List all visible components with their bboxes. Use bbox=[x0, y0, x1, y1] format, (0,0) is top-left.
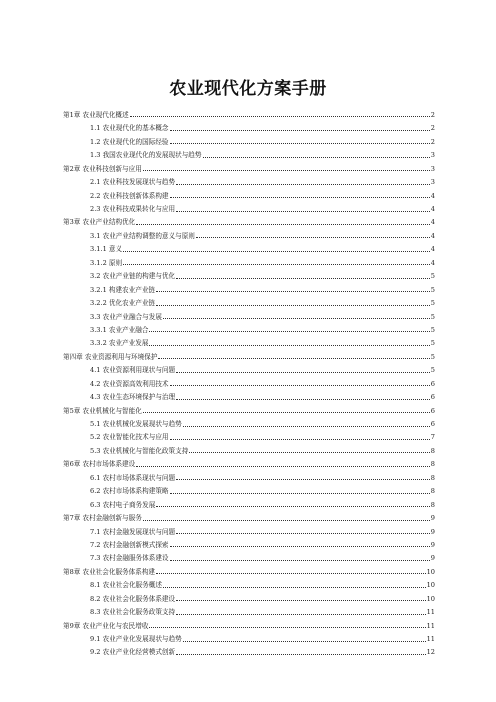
toc-entry-title: 4.1 农业资源利用现状与问题 bbox=[90, 366, 176, 375]
toc-entry-title: 第1章 农业现代化概述 bbox=[63, 110, 129, 119]
toc-page-number: 10 bbox=[426, 594, 435, 603]
toc-dot-leader bbox=[156, 573, 426, 574]
toc-dot-leader bbox=[176, 614, 425, 615]
toc-dot-leader bbox=[170, 197, 430, 198]
toc-page-number: 9 bbox=[430, 527, 435, 536]
toc-section-entry[interactable] bbox=[63, 146, 435, 159]
toc-dot-leader bbox=[203, 157, 430, 158]
toc-entry-title: 2.3 农业科技成果转化与应用 bbox=[90, 205, 176, 213]
toc-page-number: 2 bbox=[430, 137, 435, 146]
toc-dot-leader bbox=[176, 278, 430, 279]
toc-page-number: 3 bbox=[430, 164, 435, 173]
toc-page-number: 6 bbox=[430, 406, 435, 415]
toc-dot-leader bbox=[170, 130, 430, 131]
toc-entry-title: 3.2.2 优化农业产业链 bbox=[90, 299, 156, 308]
document-title: 农业现代化方案手册 bbox=[169, 79, 327, 99]
toc-dot-leader bbox=[183, 426, 430, 427]
toc-entry-title: 6.1 农村市场体系现状与问题 bbox=[90, 473, 176, 482]
toc-page-number: 3 bbox=[430, 178, 435, 187]
toc-entry-title: 7.1 农村金融发展现状与问题 bbox=[90, 527, 176, 536]
toc-dot-leader bbox=[176, 399, 430, 400]
toc-entry-title: 第6章 农村市场体系建设 bbox=[63, 460, 136, 469]
toc-dot-leader bbox=[136, 466, 430, 467]
toc-page-number: 10 bbox=[426, 567, 435, 576]
toc-section-entry[interactable] bbox=[63, 388, 435, 401]
toc-chapter-entry[interactable] bbox=[63, 213, 435, 226]
toc-dot-leader bbox=[156, 291, 430, 292]
toc-page-number: 4 bbox=[430, 231, 435, 240]
toc-dot-leader bbox=[170, 439, 430, 440]
toc-entry-title: 3.1.2 原则 bbox=[90, 258, 123, 267]
toc-dot-leader bbox=[143, 520, 430, 521]
toc-section-entry[interactable] bbox=[63, 482, 435, 495]
toc-page-number: 2 bbox=[430, 124, 435, 133]
toc-page-number: 12 bbox=[426, 648, 435, 657]
toc-dot-leader bbox=[170, 143, 430, 144]
toc-section-entry[interactable] bbox=[63, 522, 435, 535]
toc-section-entry[interactable] bbox=[63, 549, 435, 562]
toc-section-entry[interactable] bbox=[63, 361, 435, 374]
toc-section-entry[interactable] bbox=[63, 576, 435, 589]
toc-entry-title: 第8章 农业社会化服务体系构建 bbox=[63, 567, 156, 576]
toc-entry-title: 第四章 农业资源利用与环境保护 bbox=[63, 352, 158, 361]
toc-section-entry[interactable] bbox=[63, 603, 435, 616]
toc-dot-leader bbox=[158, 358, 429, 359]
toc-page-number: 4 bbox=[430, 218, 435, 227]
toc-chapter-entry[interactable] bbox=[63, 106, 435, 119]
toc-page-number: 11 bbox=[426, 635, 435, 643]
toc-section-entry[interactable] bbox=[63, 267, 435, 280]
toc-dot-leader bbox=[163, 318, 430, 319]
toc-entry-title: 第2章 农业科技创新与应用 bbox=[63, 164, 142, 173]
toc-entry-title: 第9章 农业产业化与农民增收 bbox=[63, 621, 149, 630]
toc-dot-leader bbox=[156, 506, 429, 507]
toc-page-number: 5 bbox=[430, 325, 435, 334]
toc-section-entry[interactable] bbox=[63, 441, 435, 454]
toc-dot-leader bbox=[176, 600, 425, 601]
toc-chapter-entry[interactable] bbox=[63, 455, 435, 468]
toc-section-entry[interactable] bbox=[63, 173, 435, 186]
toc-page-number: 5 bbox=[430, 366, 435, 375]
toc-page-number: 4 bbox=[430, 205, 435, 213]
toc-entry-title: 4.3 农业生态环境保护与治理 bbox=[90, 393, 176, 402]
toc-page-number: 5 bbox=[430, 352, 435, 361]
toc-dot-leader bbox=[123, 251, 430, 252]
toc-dot-leader bbox=[149, 345, 429, 346]
toc-section-entry[interactable] bbox=[63, 468, 435, 481]
toc-section-entry[interactable] bbox=[63, 200, 435, 213]
toc-entry-title: 7.2 农村金融创新模式探索 bbox=[90, 540, 169, 549]
toc-section-entry[interactable] bbox=[63, 280, 435, 293]
toc-page-number: 2 bbox=[430, 110, 435, 119]
toc-entry-title: 8.1 农业社会化服务概述 bbox=[90, 581, 162, 590]
toc-entry-title: 3.3.2 农业产业发展 bbox=[90, 339, 149, 348]
toc-page-number: 6 bbox=[430, 420, 435, 428]
toc-section-entry[interactable] bbox=[63, 536, 435, 549]
toc-page-number: 8 bbox=[430, 473, 435, 482]
toc-entry-title: 9.1 农业产业化发展现状与趋势 bbox=[90, 635, 182, 643]
toc-section-entry[interactable] bbox=[63, 294, 435, 307]
toc-entry-title: 4.2 农业资源高效利用技术 bbox=[90, 379, 169, 388]
toc-section-entry[interactable] bbox=[63, 240, 435, 253]
toc-entry-title: 8.2 农业社会化服务体系建设 bbox=[90, 594, 176, 603]
toc-chapter-entry[interactable] bbox=[63, 347, 435, 360]
toc-page-number: 5 bbox=[430, 299, 435, 308]
toc-page-number: 7 bbox=[430, 433, 435, 442]
toc-page-number: 5 bbox=[430, 312, 435, 321]
toc-section-entry[interactable] bbox=[63, 334, 435, 347]
table-of-contents bbox=[63, 106, 435, 657]
toc-entry-title: 2.2 农业科技创新体系构建 bbox=[90, 191, 169, 200]
toc-section-entry[interactable] bbox=[63, 428, 435, 441]
toc-entry-title: 3.2.1 构建农业产业链 bbox=[90, 285, 156, 294]
toc-page-number: 4 bbox=[430, 191, 435, 200]
toc-chapter-entry[interactable] bbox=[63, 616, 435, 629]
toc-entry-title: 3.3 农业产业融合与发展 bbox=[90, 312, 162, 321]
toc-entry-title: 5.1 农业机械化发展现状与趋势 bbox=[90, 420, 182, 428]
toc-dot-leader bbox=[143, 412, 430, 413]
toc-entry-title: 3.3.1 农业产业融合 bbox=[90, 325, 149, 334]
toc-entry-title: 5.2 农业智能化技术与应用 bbox=[90, 433, 169, 442]
toc-dot-leader bbox=[176, 533, 430, 534]
toc-entry-title: 6.3 农村电子商务发展 bbox=[90, 500, 156, 509]
toc-entry-title: 第7章 农村金融创新与服务 bbox=[63, 514, 142, 523]
toc-dot-leader bbox=[176, 184, 430, 185]
toc-entry-title: 9.2 农业产业化经营模式创新 bbox=[90, 648, 176, 657]
toc-page-number: 8 bbox=[430, 460, 435, 469]
toc-entry-title: 3.1.1 意义 bbox=[90, 245, 123, 254]
toc-page-number: 5 bbox=[430, 272, 435, 281]
toc-chapter-entry[interactable] bbox=[63, 509, 435, 522]
toc-entry-title: 3.1 农业产业结构调整的意义与原则 bbox=[90, 231, 195, 240]
toc-page-number: 4 bbox=[430, 245, 435, 254]
toc-section-entry[interactable] bbox=[63, 630, 435, 643]
toc-dot-leader bbox=[176, 654, 425, 655]
toc-page-number: 9 bbox=[430, 554, 435, 563]
toc-dot-leader bbox=[170, 493, 430, 494]
toc-chapter-entry[interactable] bbox=[63, 562, 435, 575]
toc-page-number: 10 bbox=[426, 581, 435, 590]
toc-section-entry[interactable] bbox=[63, 495, 435, 508]
toc-page-number: 3 bbox=[430, 151, 435, 160]
toc-page-number: 5 bbox=[430, 339, 435, 348]
toc-page-number: 11 bbox=[426, 621, 435, 630]
toc-dot-leader bbox=[170, 546, 430, 547]
toc-section-entry[interactable] bbox=[63, 253, 435, 266]
toc-dot-leader bbox=[176, 372, 430, 373]
toc-section-entry[interactable] bbox=[63, 307, 435, 320]
toc-dot-leader bbox=[196, 237, 430, 238]
toc-dot-leader bbox=[149, 627, 425, 628]
toc-entry-title: 1.2 农业现代化的国际经验 bbox=[90, 137, 169, 146]
toc-page-number: 9 bbox=[430, 540, 435, 549]
toc-dot-leader bbox=[136, 224, 430, 225]
toc-entry-title: 2.1 农业科技发展现状与趋势 bbox=[90, 178, 176, 187]
toc-dot-leader bbox=[163, 587, 426, 588]
toc-section-entry[interactable] bbox=[63, 589, 435, 602]
toc-page-number: 8 bbox=[430, 500, 435, 509]
toc-dot-leader bbox=[170, 560, 430, 561]
toc-page-number: 11 bbox=[426, 608, 435, 617]
toc-page-number: 6 bbox=[430, 379, 435, 388]
toc-entry-title: 第5章 农业机械化与智能化 bbox=[63, 406, 142, 415]
toc-entry-title: 第3章 农业产业结构优化 bbox=[63, 218, 136, 227]
toc-section-entry[interactable] bbox=[63, 132, 435, 145]
toc-page-number: 8 bbox=[430, 446, 435, 455]
toc-chapter-entry[interactable] bbox=[63, 401, 435, 414]
toc-dot-leader bbox=[149, 331, 429, 332]
toc-section-entry[interactable] bbox=[63, 226, 435, 239]
toc-page-number: 4 bbox=[430, 258, 435, 267]
toc-dot-leader bbox=[130, 116, 430, 117]
toc-entry-title: 7.3 农村金融服务体系建设 bbox=[90, 554, 169, 563]
toc-page-number: 6 bbox=[430, 393, 435, 402]
toc-dot-leader bbox=[176, 211, 430, 212]
toc-chapter-entry[interactable] bbox=[63, 159, 435, 172]
toc-section-entry[interactable] bbox=[63, 321, 435, 334]
toc-entry-title: 5.3 农业机械化与智能化政策支持 bbox=[90, 446, 189, 455]
toc-entry-title: 8.3 农业社会化服务政策支持 bbox=[90, 608, 176, 617]
toc-page-number: 9 bbox=[430, 514, 435, 523]
toc-page-number: 8 bbox=[430, 487, 435, 496]
toc-dot-leader bbox=[170, 385, 430, 386]
toc-entry-title: 1.3 我国农业现代化的发展现状与趋势 bbox=[90, 151, 202, 160]
toc-section-entry[interactable] bbox=[63, 119, 435, 132]
toc-entry-title: 1.1 农业现代化的基本概念 bbox=[90, 124, 169, 133]
toc-section-entry[interactable] bbox=[63, 643, 435, 656]
toc-page-number: 5 bbox=[430, 285, 435, 294]
toc-section-entry[interactable] bbox=[63, 374, 435, 387]
toc-entry-title: 3.2 农业产业链的构建与优化 bbox=[90, 272, 176, 281]
toc-dot-leader bbox=[176, 479, 430, 480]
toc-entry-title: 6.2 农村市场体系构建策略 bbox=[90, 487, 169, 496]
toc-dot-leader bbox=[143, 170, 430, 171]
toc-dot-leader bbox=[123, 264, 430, 265]
toc-dot-leader bbox=[156, 305, 430, 306]
toc-section-entry[interactable] bbox=[63, 186, 435, 199]
toc-section-entry[interactable] bbox=[63, 415, 435, 428]
toc-dot-leader bbox=[189, 452, 429, 453]
toc-dot-leader bbox=[183, 641, 426, 642]
